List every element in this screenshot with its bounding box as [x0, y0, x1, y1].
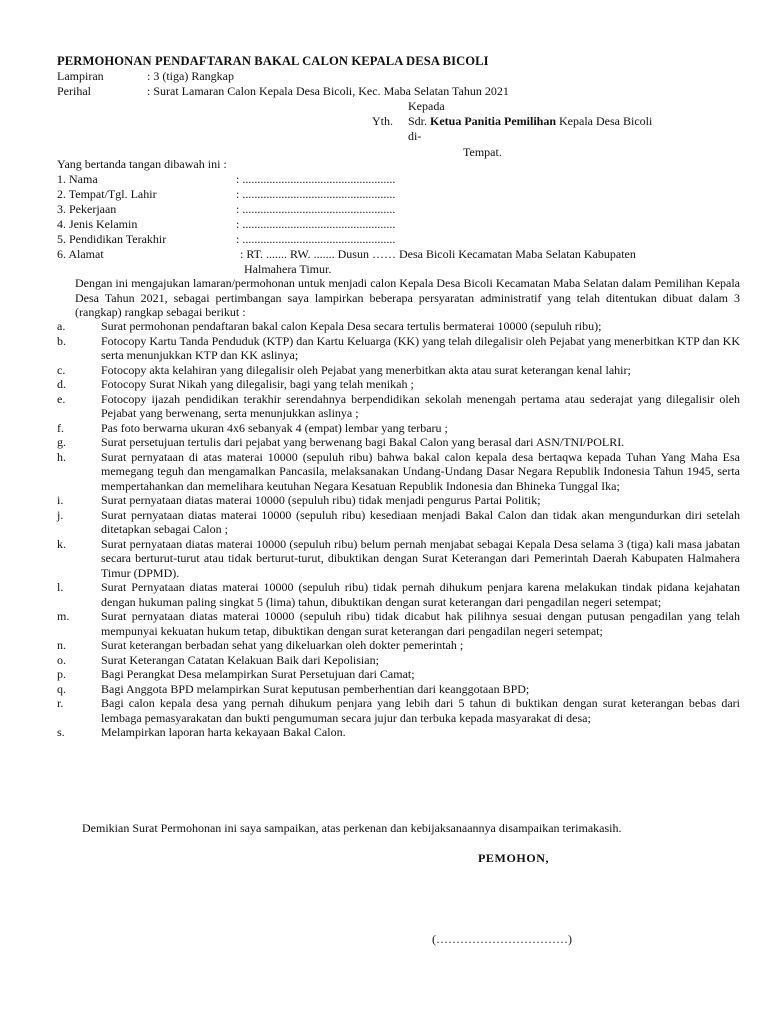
- recipient-sdr: Sdr.: [408, 114, 428, 128]
- list-item-letter: q.: [57, 681, 66, 696]
- field-value-jenis-kelamin: : ...................................................: [236, 217, 396, 231]
- list-item: [57, 638, 740, 653]
- list-item-text: Surat keterangan berbadan sehat yang dikeluarkan oleh dokter pemerintah ;: [101, 638, 464, 652]
- list-item: [57, 682, 740, 697]
- list-item: [57, 493, 740, 508]
- field-label-nama: 1. Nama: [57, 172, 98, 186]
- field-value-pendidikan: : ...................................................: [236, 232, 396, 246]
- list-item-letter: l.: [57, 580, 64, 594]
- field-label-alamat: 6. Alamat: [57, 247, 104, 261]
- list-item-text: Surat permohonan pendaftaran bakal calon Kepala Desa secara tertulis bermaterai 10000 (sepuluh ribu);: [101, 319, 602, 333]
- list-item-letter: n.: [57, 638, 66, 652]
- list-item-text: Surat Pernyataan diatas materai 10000 (sepuluh ribu) tidak pernah dihukum penjara karena melakukan tindak pidana kejahatan dengan hukuman paling singkat 5 (lima) tahun, dibuktikan dengan surat keterangan dari pengadilan negeri setempat;: [101, 580, 740, 609]
- list-item: [57, 653, 740, 668]
- list-item: [57, 319, 740, 334]
- meta-label-perihal: Perihal: [57, 84, 91, 98]
- field-value-pekerjaan: : ...................................................: [236, 202, 396, 216]
- recipient-place: Kepala Desa Bicoli: [559, 114, 653, 128]
- meta-value-perihal: : Surat Lamaran Calon Kepala Desa Bicoli, Kec. Maba Selatan Tahun 2021: [147, 84, 509, 98]
- list-item-letter: e.: [57, 391, 66, 406]
- list-item-letter: p.: [57, 667, 66, 681]
- list-item-text: Bagi Perangkat Desa melampirkan Surat Persetujuan dari Camat;: [101, 667, 415, 681]
- meta-label-lampiran: Lampiran: [57, 69, 104, 83]
- list-item-text: Fotocopy Surat Nikah yang dilegalisir, bagi yang telah menikah ;: [101, 377, 414, 391]
- list-item: [57, 363, 740, 378]
- field-label-jenis-kelamin: 4. Jenis Kelamin: [57, 217, 138, 231]
- document-title: PERMOHONAN PENDAFTARAN BAKAL CALON KEPALA DESA BICOLI: [57, 54, 489, 68]
- list-item-text: Surat pernyataan diatas materai 10000 (sepuluh ribu) tidak dicabut hak pilihnya sesuai dengan putusan pengadilan yang telah mempunyai kekuatan hukum tetap, dibuktikan dengan surat keterangan dari pengadilan negeri setempat;: [101, 609, 740, 638]
- list-item-letter: o.: [57, 652, 66, 667]
- recipient-line: [372, 114, 652, 129]
- field-label-pendidikan: 5. Pendidikan Terakhir: [57, 232, 167, 246]
- list-item-text: Surat persetujuan tertulis dari pejabat yang berwenang bagi Bakal Calon yang berasal dari ASN/TNI/POLRI.: [101, 435, 625, 449]
- list-item-text: Fotocopy akta kelahiran yang dilegalisir oleh Pejabat yang menerbitkan akta atau surat keterangan kenal lahir;: [101, 362, 631, 377]
- signature-line: (……………………………): [432, 932, 572, 946]
- list-item-letter: f.: [57, 420, 64, 435]
- field-value-alamat-cont: Halmahera Timur.: [244, 262, 332, 276]
- list-item-text: Surat pernyataan diatas materai 10000 (sepuluh ribu) tidak menjadi pengurus Partai Politik;: [101, 493, 541, 507]
- list-item-letter: s.: [57, 725, 65, 739]
- list-item-letter: j.: [57, 507, 64, 522]
- list-item-text: Surat pernyataan di atas materai 10000 (sepuluh ribu) bahwa bakal calon kepala desa bertaqwa kepada Tuhan Yang Maha Esa memegang teguh dan mengamalkan Pancasila, melaksanakan Undang-Undang Dasar Negara Republik Indonesia Tahun 1945, serta mempertahankan dan memelihara keutuhan Negara Kesatuan Republik Indonesia dan Bhineka Tunggal Ika;: [101, 449, 740, 493]
- closing-text: Demikian Surat Permohonan ini saya sampaikan, atas perkenan dan kebijaksanaannya disampaikan terimakasih.: [82, 821, 622, 835]
- field-value-alamat: : RT. ....... RW. ....... Dusun …… Desa Bicoli Kecamatan Maba Selatan Kabupaten: [240, 247, 636, 261]
- list-item-text: Fotocopy ijazah pendidikan terakhir serendahnya berpendidikan sekolah menengah pertama atau sederajat yang dilegalisir oleh Pejabat yang berwenang, serta menunjukkan aslinya ;: [101, 391, 740, 420]
- field-label-pekerjaan: 3. Pekerjaan: [57, 202, 117, 216]
- intro-text: Yang bertanda tangan dibawah ini :: [57, 157, 227, 171]
- list-item-letter: a.: [57, 319, 66, 333]
- list-item-text: Melampirkan laporan harta kekayaan Bakal Calon.: [101, 725, 346, 739]
- list-item-text: Pas foto berwarna ukuran 4x6 sebanyak 4 (empat) lembar yang terbaru ;: [101, 420, 448, 435]
- list-item: [57, 580, 740, 609]
- list-item-text: Bagi Anggota BPD melampirkan Surat keputusan pemberhentian dari keanggotaan BPD;: [101, 681, 530, 696]
- field-value-nama: : ...................................................: [236, 172, 396, 186]
- list-item-letter: g.: [57, 435, 66, 449]
- recipient-yth: Yth.: [372, 114, 393, 128]
- pemohon-label: PEMOHON,: [478, 851, 550, 865]
- list-item: [57, 508, 740, 537]
- list-item-letter: r.: [57, 696, 64, 710]
- list-item-text: Fotocopy Kartu Tanda Penduduk (KTP) dan Kartu Keluarga (KK) yang telah dilegalisir oleh Pejabat yang menerbitkan KTP dan KK serta menunjukkan KTP dan KK aslinya;: [101, 333, 740, 362]
- meta-value-lampiran: : 3 (tiga) Rangkap: [147, 69, 234, 83]
- list-item: [57, 537, 740, 581]
- list-item: [57, 696, 740, 725]
- field-label-ttl: 2. Tempat/Tgl. Lahir: [57, 187, 157, 201]
- list-item: [57, 421, 740, 436]
- list-item: [57, 377, 740, 392]
- list-item-letter: h.: [57, 449, 66, 464]
- list-item-text: Surat pernyataan diatas materai 10000 (sepuluh ribu) belum pernah menjabat sebagai Kepala Desa selama 3 (tiga) kali masa jabatan secara berturut-turut atau tidak berturut-turut, dibuktikan dengan Surat Keterangan dari Pemerintah Daerah Kabupaten Halmahera Timur (DPMD).: [101, 536, 740, 580]
- list-item-letter: m.: [57, 609, 70, 623]
- list-item: [57, 334, 740, 363]
- list-item-letter: k.: [57, 536, 66, 551]
- list-item-text: Surat pernyataan diatas materai 10000 (sepuluh ribu) kesediaan menjadi Bakal Calon dan tidak akan mengundurkan diri setelah ditetapkan sebagai Calon ;: [101, 507, 740, 536]
- list-item: [57, 450, 740, 494]
- recipient-kepada: Kepada: [408, 99, 445, 113]
- recipient-tempat: Tempat.: [463, 145, 502, 159]
- body-paragraph: Dengan ini mengajukan lamaran/permohonan untuk menjadi calon Kepala Desa Bicoli Kecamatan Maba Selatan dalam Pemilihan Kepala Desa Tahun 2021, sebagai pertimbangan saya lampirkan beberapa persyaratan administratif yang telah ditentukan dibuat dalam 3 (rangkap) rangkap sebagai berikut :: [75, 276, 740, 319]
- list-item: [57, 609, 740, 638]
- list-item: [57, 435, 740, 450]
- list-item-letter: d.: [57, 377, 66, 391]
- list-item: [57, 392, 740, 421]
- list-item-text: Bagi calon kepala desa yang pernah dihukum penjara yang lebih dari 5 tahun di buktikan dengan surat keterangan bebas dari lembaga pemasyarakatan dan bukti pengumuman secara jujur dan terbuka kepada masyarakat di desa;: [101, 696, 740, 725]
- recipient-di: di-: [408, 129, 422, 143]
- field-value-ttl: : ...................................................: [236, 187, 396, 201]
- list-item-text: Surat Keterangan Catatan Kelakuan Baik dari Kepolisian;: [101, 652, 379, 667]
- list-item-letter: c.: [57, 362, 66, 377]
- list-item: [57, 725, 740, 740]
- list-item: [57, 667, 740, 682]
- requirements-list: [57, 319, 740, 740]
- list-item-letter: b.: [57, 333, 66, 348]
- list-item-letter: i.: [57, 493, 64, 507]
- recipient-role: Ketua Panitia Pemilihan: [430, 114, 557, 128]
